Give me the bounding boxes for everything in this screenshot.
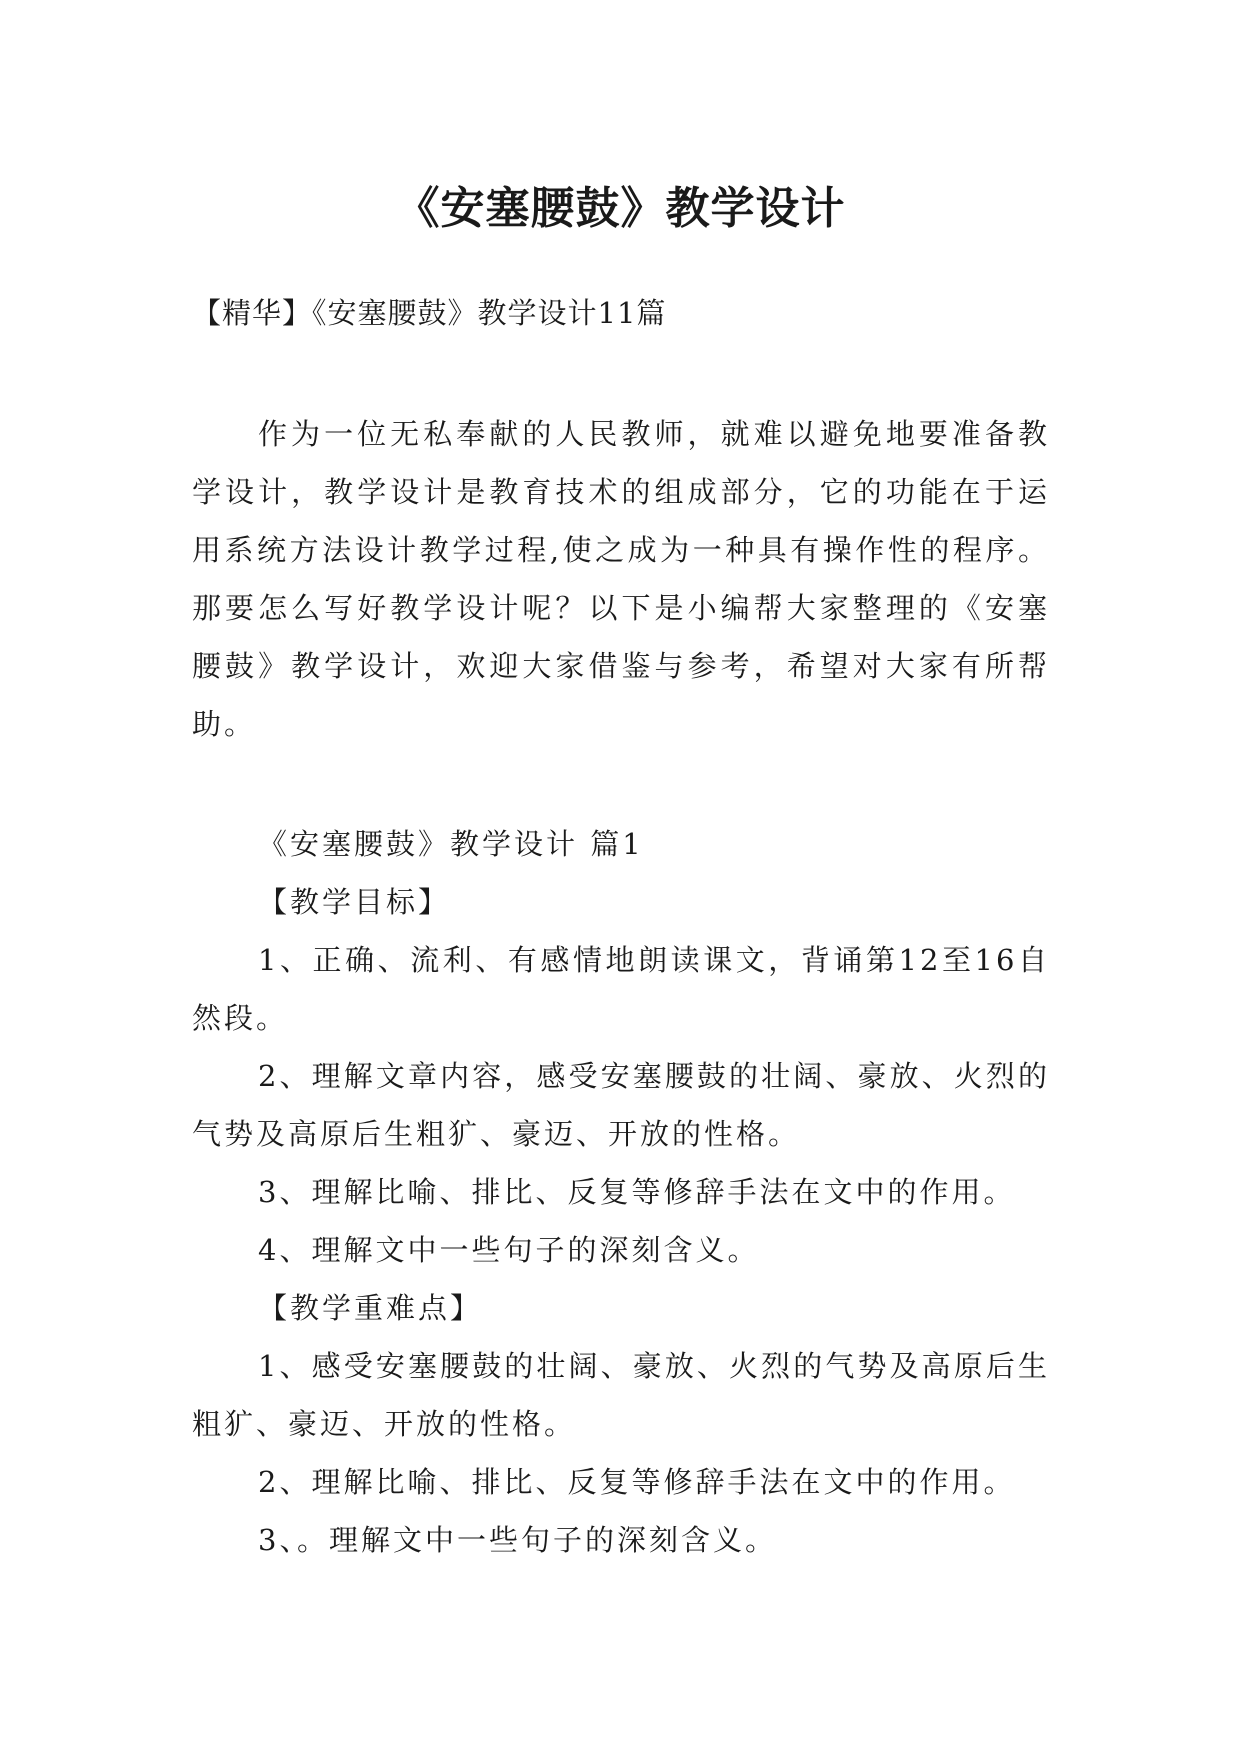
document-title: 《安塞腰鼓》教学设计 — [395, 183, 846, 235]
difficulty-item: 1、感受安塞腰鼓的壮阔、豪放、火烈的气势及高原后生粗犷、豪迈、开放的性格。 — [192, 1349, 1050, 1441]
intro-paragraph: 作为一位无私奉献的人民教师，就难以避免地要准备教学设计，教学设计是教育技术的组成部分，它的功能在于运用系统方法设计教学过程,使之成为一种具有操作性的程序。那要怎么写好教学设计呢？以下是小编帮大家整理的《安塞腰鼓》教学设计，欢迎大家借鉴与参考，希望对大家有所帮助。 — [192, 417, 1050, 741]
difficulty-item: 3、。理解文中一些句子的深刻含义。 — [258, 1523, 777, 1557]
goals-heading: 【教学目标】 — [258, 885, 451, 919]
goal-item: 1、正确、流利、有感情地朗读课文，背诵第12至16自然段。 — [192, 943, 1050, 1035]
difficulties-heading: 【教学重难点】 — [258, 1291, 483, 1325]
difficulty-item: 2、理解比喻、排比、反复等修辞手法在文中的作用。 — [258, 1465, 1016, 1499]
section-heading: 《安塞腰鼓》教学设计 篇1 — [258, 827, 644, 861]
lesson-content — [192, 815, 1050, 1569]
goal-item: 3、理解比喻、排比、反复等修辞手法在文中的作用。 — [258, 1175, 1016, 1209]
document-subtitle: 【精华】《安塞腰鼓》教学设计11篇 — [192, 296, 667, 330]
goal-item: 4、理解文中一些句子的深刻含义。 — [258, 1233, 760, 1267]
goal-item: 2、理解文章内容，感受安塞腰鼓的壮阔、豪放、火烈的气势及高原后生粗犷、豪迈、开放的性格。 — [192, 1059, 1050, 1151]
